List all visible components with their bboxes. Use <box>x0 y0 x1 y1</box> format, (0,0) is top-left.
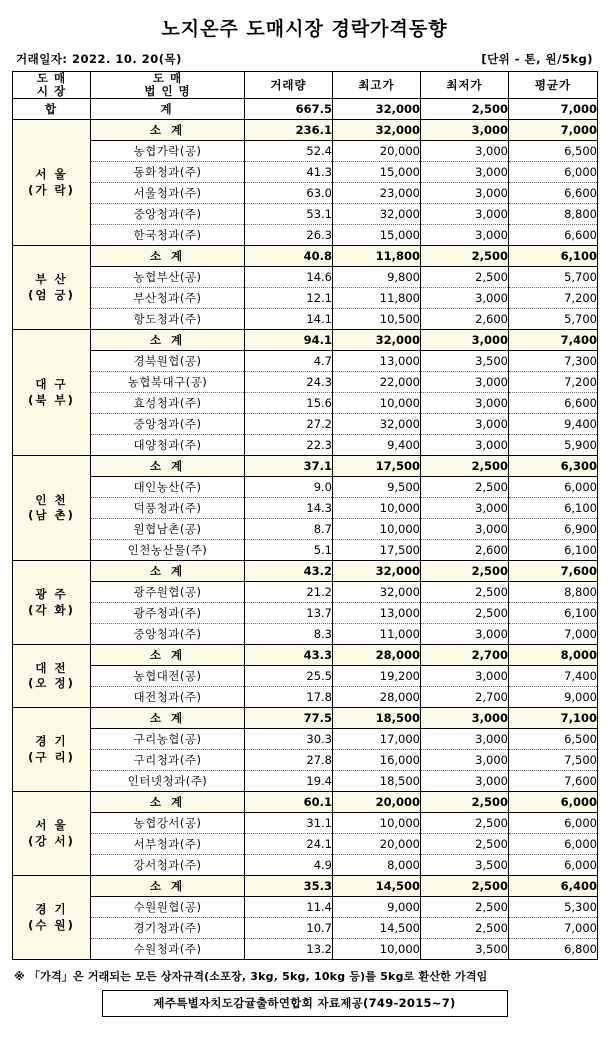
row-low-price: 3,000 <box>421 183 509 204</box>
meta-row <box>12 51 597 71</box>
row-high-price: 10,000 <box>333 393 421 414</box>
row-quantity: 53.1 <box>245 204 333 225</box>
table-row <box>13 183 598 204</box>
group-summary-avg-price: 6,100 <box>509 246 598 267</box>
market-name-line1: 대 구 <box>35 377 68 392</box>
row-quantity: 4.9 <box>245 855 333 876</box>
table-row-group-summary <box>13 708 598 729</box>
table-row <box>13 351 598 372</box>
row-high-price: 11,800 <box>333 288 421 309</box>
group-summary-low-price: 2,500 <box>421 876 509 897</box>
row-high-price: 10,000 <box>333 519 421 540</box>
table-row <box>13 603 598 624</box>
corp-name: 서울청과(주) <box>91 183 245 204</box>
table-row <box>13 225 598 246</box>
corp-name: 농협가락(공) <box>91 141 245 162</box>
market-name-cell <box>13 246 91 330</box>
table-row <box>13 666 598 687</box>
market-name-line1: 광 주 <box>35 587 68 602</box>
table-row-group-summary <box>13 645 598 666</box>
group-summary-quantity: 37.1 <box>245 456 333 477</box>
row-low-price: 3,000 <box>421 288 509 309</box>
column-header-market-line1: 도 매 <box>36 71 67 85</box>
row-avg-price: 8,800 <box>509 582 598 603</box>
row-avg-price: 7,200 <box>509 288 598 309</box>
group-summary-avg-price: 6,400 <box>509 876 598 897</box>
table-row-group-summary <box>13 561 598 582</box>
corp-name: 효성청과(주) <box>91 393 245 414</box>
market-name-line2: (강 서) <box>28 833 75 848</box>
source-box: 제주특별자치도감귤출하연합회 자료제공(749-2015~7) <box>102 990 508 1017</box>
group-summary-avg-price: 7,000 <box>509 120 598 141</box>
row-quantity: 41.3 <box>245 162 333 183</box>
table-row <box>13 141 598 162</box>
total-low-price: 2,500 <box>421 99 509 120</box>
row-avg-price: 7,200 <box>509 372 598 393</box>
row-high-price: 32,000 <box>333 204 421 225</box>
group-summary-quantity: 77.5 <box>245 708 333 729</box>
row-quantity: 15.6 <box>245 393 333 414</box>
group-summary-avg-price: 6,300 <box>509 456 598 477</box>
group-summary-high-price: 17,500 <box>333 456 421 477</box>
row-quantity: 10.7 <box>245 918 333 939</box>
column-header-avg-price: 평균가 <box>509 72 598 99</box>
market-name-line2: (수 원) <box>28 917 75 932</box>
corp-name: 경기청과(주) <box>91 918 245 939</box>
row-high-price: 11,000 <box>333 624 421 645</box>
row-quantity: 8.3 <box>245 624 333 645</box>
table-row <box>13 834 598 855</box>
group-summary-low-price: 3,000 <box>421 120 509 141</box>
corp-name: 중앙청과(주) <box>91 624 245 645</box>
table-row <box>13 309 598 330</box>
row-low-price: 3,000 <box>421 204 509 225</box>
total-quantity: 667.5 <box>245 99 333 120</box>
row-avg-price: 7,000 <box>509 624 598 645</box>
table-row <box>13 918 598 939</box>
row-high-price: 8,000 <box>333 855 421 876</box>
corp-name: 동화청과(주) <box>91 162 245 183</box>
corp-name: 구리청과(주) <box>91 750 245 771</box>
group-summary-label: 소 계 <box>91 120 245 141</box>
row-quantity: 14.1 <box>245 309 333 330</box>
group-summary-high-price: 28,000 <box>333 645 421 666</box>
market-name-line2: (각 화) <box>28 602 75 617</box>
row-avg-price: 6,000 <box>509 813 598 834</box>
corp-name: 강서청과(주) <box>91 855 245 876</box>
market-name-line2: (오 정) <box>28 676 75 691</box>
row-high-price: 15,000 <box>333 225 421 246</box>
table-row <box>13 267 598 288</box>
row-low-price: 3,000 <box>421 372 509 393</box>
row-high-price: 17,000 <box>333 729 421 750</box>
column-header-corp <box>91 72 245 99</box>
price-table <box>12 71 598 960</box>
corp-name: 부산청과(주) <box>91 288 245 309</box>
market-name-line1: 서 울 <box>35 167 68 182</box>
row-avg-price: 6,500 <box>509 141 598 162</box>
row-high-price: 9,500 <box>333 477 421 498</box>
row-high-price: 10,500 <box>333 309 421 330</box>
group-summary-label: 소 계 <box>91 330 245 351</box>
row-quantity: 26.3 <box>245 225 333 246</box>
corp-name: 농협부산(공) <box>91 267 245 288</box>
row-high-price: 28,000 <box>333 687 421 708</box>
row-quantity: 30.3 <box>245 729 333 750</box>
corp-name: 광주원협(공) <box>91 582 245 603</box>
row-low-price: 3,000 <box>421 771 509 792</box>
row-low-price: 2,500 <box>421 582 509 603</box>
row-low-price: 3,000 <box>421 393 509 414</box>
row-avg-price: 6,800 <box>509 939 598 960</box>
market-name-line1: 대 전 <box>35 660 68 675</box>
row-high-price: 13,000 <box>333 351 421 372</box>
row-quantity: 11.4 <box>245 897 333 918</box>
table-row <box>13 414 598 435</box>
market-name-line1: 경 기 <box>35 902 68 917</box>
row-avg-price: 5,300 <box>509 897 598 918</box>
table-row-group-summary <box>13 330 598 351</box>
group-summary-avg-price: 7,600 <box>509 561 598 582</box>
group-summary-label: 소 계 <box>91 456 245 477</box>
row-quantity: 22.3 <box>245 435 333 456</box>
table-body <box>13 99 598 960</box>
row-low-price: 2,500 <box>421 603 509 624</box>
row-quantity: 24.1 <box>245 834 333 855</box>
market-name-cell <box>13 330 91 456</box>
group-summary-high-price: 32,000 <box>333 120 421 141</box>
table-row-group-summary <box>13 792 598 813</box>
group-summary-quantity: 43.2 <box>245 561 333 582</box>
row-avg-price: 7,300 <box>509 351 598 372</box>
row-avg-price: 6,600 <box>509 393 598 414</box>
row-quantity: 8.7 <box>245 519 333 540</box>
group-summary-quantity: 236.1 <box>245 120 333 141</box>
corp-name: 대전청과(주) <box>91 687 245 708</box>
corp-name: 중앙청과(주) <box>91 204 245 225</box>
row-avg-price: 7,400 <box>509 666 598 687</box>
table-row <box>13 582 598 603</box>
corp-name: 인터넷청과(주) <box>91 771 245 792</box>
row-low-price: 3,000 <box>421 624 509 645</box>
table-row <box>13 540 598 561</box>
group-summary-avg-price: 6,000 <box>509 792 598 813</box>
table-row-group-summary <box>13 246 598 267</box>
row-quantity: 21.2 <box>245 582 333 603</box>
row-quantity: 5.1 <box>245 540 333 561</box>
market-name-cell <box>13 120 91 246</box>
total-corp-label: 계 <box>91 99 245 120</box>
group-summary-low-price: 2,700 <box>421 645 509 666</box>
row-avg-price: 6,000 <box>509 477 598 498</box>
corp-name: 서부청과(주) <box>91 834 245 855</box>
row-avg-price: 6,000 <box>509 162 598 183</box>
row-high-price: 18,500 <box>333 771 421 792</box>
total-avg-price: 7,000 <box>509 99 598 120</box>
column-header-quantity: 거래량 <box>245 72 333 99</box>
page-title: 노지온주 도매시장 경락가격동향 <box>161 18 448 40</box>
table-row-total <box>13 99 598 120</box>
row-low-price: 3,000 <box>421 519 509 540</box>
corp-name: 항도청과(주) <box>91 309 245 330</box>
row-low-price: 3,000 <box>421 729 509 750</box>
group-summary-low-price: 3,000 <box>421 330 509 351</box>
row-high-price: 10,000 <box>333 813 421 834</box>
corp-name: 광주청과(주) <box>91 603 245 624</box>
row-avg-price: 6,600 <box>509 225 598 246</box>
group-summary-high-price: 14,500 <box>333 876 421 897</box>
row-avg-price: 6,000 <box>509 855 598 876</box>
row-low-price: 2,500 <box>421 918 509 939</box>
group-summary-quantity: 43.3 <box>245 645 333 666</box>
row-quantity: 4.7 <box>245 351 333 372</box>
market-name-cell <box>13 645 91 708</box>
table-row <box>13 519 598 540</box>
row-avg-price: 6,000 <box>509 834 598 855</box>
table-header <box>13 72 598 99</box>
column-header-low-price: 최저가 <box>421 72 509 99</box>
group-summary-quantity: 94.1 <box>245 330 333 351</box>
group-summary-low-price: 2,500 <box>421 246 509 267</box>
row-low-price: 3,500 <box>421 351 509 372</box>
row-low-price: 3,000 <box>421 414 509 435</box>
corp-name: 한국청과(주) <box>91 225 245 246</box>
row-low-price: 2,500 <box>421 897 509 918</box>
row-quantity: 27.8 <box>245 750 333 771</box>
group-summary-quantity: 60.1 <box>245 792 333 813</box>
table-row <box>13 435 598 456</box>
row-avg-price: 6,500 <box>509 729 598 750</box>
row-avg-price: 6,100 <box>509 603 598 624</box>
row-low-price: 3,500 <box>421 939 509 960</box>
column-header-market <box>13 72 91 99</box>
corp-name: 대양청과(주) <box>91 435 245 456</box>
corp-name: 경북원협(공) <box>91 351 245 372</box>
row-high-price: 9,000 <box>333 897 421 918</box>
table-row <box>13 939 598 960</box>
row-low-price: 3,500 <box>421 855 509 876</box>
table-row <box>13 687 598 708</box>
row-high-price: 15,000 <box>333 162 421 183</box>
market-name-cell <box>13 876 91 960</box>
table-row-group-summary <box>13 120 598 141</box>
group-summary-high-price: 32,000 <box>333 330 421 351</box>
market-name-cell <box>13 456 91 561</box>
row-avg-price: 5,900 <box>509 435 598 456</box>
row-low-price: 2,500 <box>421 267 509 288</box>
table-row <box>13 771 598 792</box>
table-row <box>13 162 598 183</box>
row-quantity: 9.0 <box>245 477 333 498</box>
market-name-line1: 부 산 <box>35 272 68 287</box>
total-market-label: 합 <box>13 99 91 120</box>
total-high-price: 32,000 <box>333 99 421 120</box>
market-name-line1: 인 천 <box>35 492 68 507</box>
market-name-line1: 서 울 <box>35 818 68 833</box>
table-row <box>13 624 598 645</box>
row-quantity: 19.4 <box>245 771 333 792</box>
corp-name: 농협대전(공) <box>91 666 245 687</box>
row-low-price: 3,000 <box>421 435 509 456</box>
row-low-price: 3,000 <box>421 225 509 246</box>
row-quantity: 14.3 <box>245 498 333 519</box>
corp-name: 수원원협(공) <box>91 897 245 918</box>
row-avg-price: 5,700 <box>509 309 598 330</box>
group-summary-high-price: 11,800 <box>333 246 421 267</box>
group-summary-label: 소 계 <box>91 246 245 267</box>
group-summary-quantity: 35.3 <box>245 876 333 897</box>
table-row <box>13 498 598 519</box>
row-quantity: 25.5 <box>245 666 333 687</box>
table-row <box>13 855 598 876</box>
row-high-price: 22,000 <box>333 372 421 393</box>
row-high-price: 10,000 <box>333 939 421 960</box>
market-name-line1: 경 기 <box>35 734 68 749</box>
table-row <box>13 729 598 750</box>
group-summary-low-price: 2,500 <box>421 561 509 582</box>
market-name-line2: (구 리) <box>28 749 75 764</box>
group-summary-label: 소 계 <box>91 708 245 729</box>
row-quantity: 24.3 <box>245 372 333 393</box>
table-row-group-summary <box>13 876 598 897</box>
row-high-price: 23,000 <box>333 183 421 204</box>
corp-name: 수원청과(주) <box>91 939 245 960</box>
row-high-price: 20,000 <box>333 834 421 855</box>
group-summary-label: 소 계 <box>91 561 245 582</box>
row-low-price: 2,700 <box>421 687 509 708</box>
row-low-price: 3,000 <box>421 666 509 687</box>
row-quantity: 12.1 <box>245 288 333 309</box>
column-header-corp-line2: 법 인 명 <box>144 84 191 99</box>
row-quantity: 13.7 <box>245 603 333 624</box>
group-summary-high-price: 32,000 <box>333 561 421 582</box>
row-avg-price: 8,800 <box>509 204 598 225</box>
table-row <box>13 477 598 498</box>
row-low-price: 2,600 <box>421 309 509 330</box>
row-quantity: 63.0 <box>245 183 333 204</box>
row-high-price: 13,000 <box>333 603 421 624</box>
group-summary-high-price: 20,000 <box>333 792 421 813</box>
table-row <box>13 204 598 225</box>
corp-name: 농협강서(공) <box>91 813 245 834</box>
row-avg-price: 6,100 <box>509 540 598 561</box>
corp-name: 덕풍청과(주) <box>91 498 245 519</box>
table-row <box>13 393 598 414</box>
row-quantity: 52.4 <box>245 141 333 162</box>
row-high-price: 14,500 <box>333 918 421 939</box>
row-low-price: 2,500 <box>421 813 509 834</box>
group-summary-low-price: 2,500 <box>421 792 509 813</box>
group-summary-quantity: 40.8 <box>245 246 333 267</box>
row-high-price: 32,000 <box>333 582 421 603</box>
market-name-line2: (남 촌) <box>28 508 75 523</box>
corp-name: 농협북대구(공) <box>91 372 245 393</box>
row-high-price: 19,200 <box>333 666 421 687</box>
row-quantity: 31.1 <box>245 813 333 834</box>
column-header-high-price: 최고가 <box>333 72 421 99</box>
corp-name: 대인농산(주) <box>91 477 245 498</box>
group-summary-avg-price: 7,100 <box>509 708 598 729</box>
market-name-cell <box>13 561 91 645</box>
table-row <box>13 750 598 771</box>
group-summary-avg-price: 7,400 <box>509 330 598 351</box>
row-high-price: 9,400 <box>333 435 421 456</box>
group-summary-low-price: 2,500 <box>421 456 509 477</box>
column-header-market-line2: 시 장 <box>36 84 67 99</box>
row-avg-price: 6,900 <box>509 519 598 540</box>
row-avg-price: 9,000 <box>509 687 598 708</box>
row-avg-price: 9,400 <box>509 414 598 435</box>
column-header-corp-line1: 도 매 <box>152 71 183 85</box>
row-low-price: 3,000 <box>421 498 509 519</box>
table-row <box>13 897 598 918</box>
row-low-price: 2,500 <box>421 834 509 855</box>
corp-name: 원협남촌(공) <box>91 519 245 540</box>
row-high-price: 32,000 <box>333 414 421 435</box>
trade-date-label: 거래일자: 2022. 10. 20(목) <box>16 52 182 66</box>
row-low-price: 3,000 <box>421 162 509 183</box>
corp-name: 구리농협(공) <box>91 729 245 750</box>
market-name-line2: (엄 궁) <box>28 287 75 302</box>
row-high-price: 9,800 <box>333 267 421 288</box>
row-quantity: 27.2 <box>245 414 333 435</box>
corp-name: 중앙청과(주) <box>91 414 245 435</box>
row-quantity: 13.2 <box>245 939 333 960</box>
market-name-line2: (가 락) <box>28 182 75 197</box>
table-row <box>13 813 598 834</box>
row-high-price: 17,500 <box>333 540 421 561</box>
market-name-line2: (북 부) <box>28 392 75 407</box>
row-avg-price: 7,000 <box>509 918 598 939</box>
group-summary-label: 소 계 <box>91 876 245 897</box>
row-quantity: 17.8 <box>245 687 333 708</box>
table-row <box>13 288 598 309</box>
row-high-price: 20,000 <box>333 141 421 162</box>
footnote: ※ 「가격」은 거래되는 모든 상자규격(소포장, 3kg, 5kg, 10kg 등)를 5kg로 환산한 가격임 <box>14 970 488 984</box>
row-quantity: 14.6 <box>245 267 333 288</box>
group-summary-label: 소 계 <box>91 645 245 666</box>
market-name-cell <box>13 708 91 792</box>
group-summary-low-price: 3,000 <box>421 708 509 729</box>
market-name-cell <box>13 792 91 876</box>
corp-name: 인천농산물(주) <box>91 540 245 561</box>
row-avg-price: 7,600 <box>509 771 598 792</box>
row-avg-price: 5,700 <box>509 267 598 288</box>
group-summary-label: 소 계 <box>91 792 245 813</box>
group-summary-high-price: 18,500 <box>333 708 421 729</box>
row-low-price: 2,600 <box>421 540 509 561</box>
table-row <box>13 372 598 393</box>
row-low-price: 3,000 <box>421 141 509 162</box>
row-high-price: 10,000 <box>333 498 421 519</box>
row-avg-price: 6,100 <box>509 498 598 519</box>
row-avg-price: 7,500 <box>509 750 598 771</box>
row-low-price: 3,000 <box>421 750 509 771</box>
table-row-group-summary <box>13 456 598 477</box>
row-high-price: 16,000 <box>333 750 421 771</box>
row-avg-price: 6,600 <box>509 183 598 204</box>
group-summary-avg-price: 8,000 <box>509 645 598 666</box>
row-low-price: 2,500 <box>421 477 509 498</box>
unit-label: [단위 - 톤, 원/5kg) <box>481 52 593 66</box>
